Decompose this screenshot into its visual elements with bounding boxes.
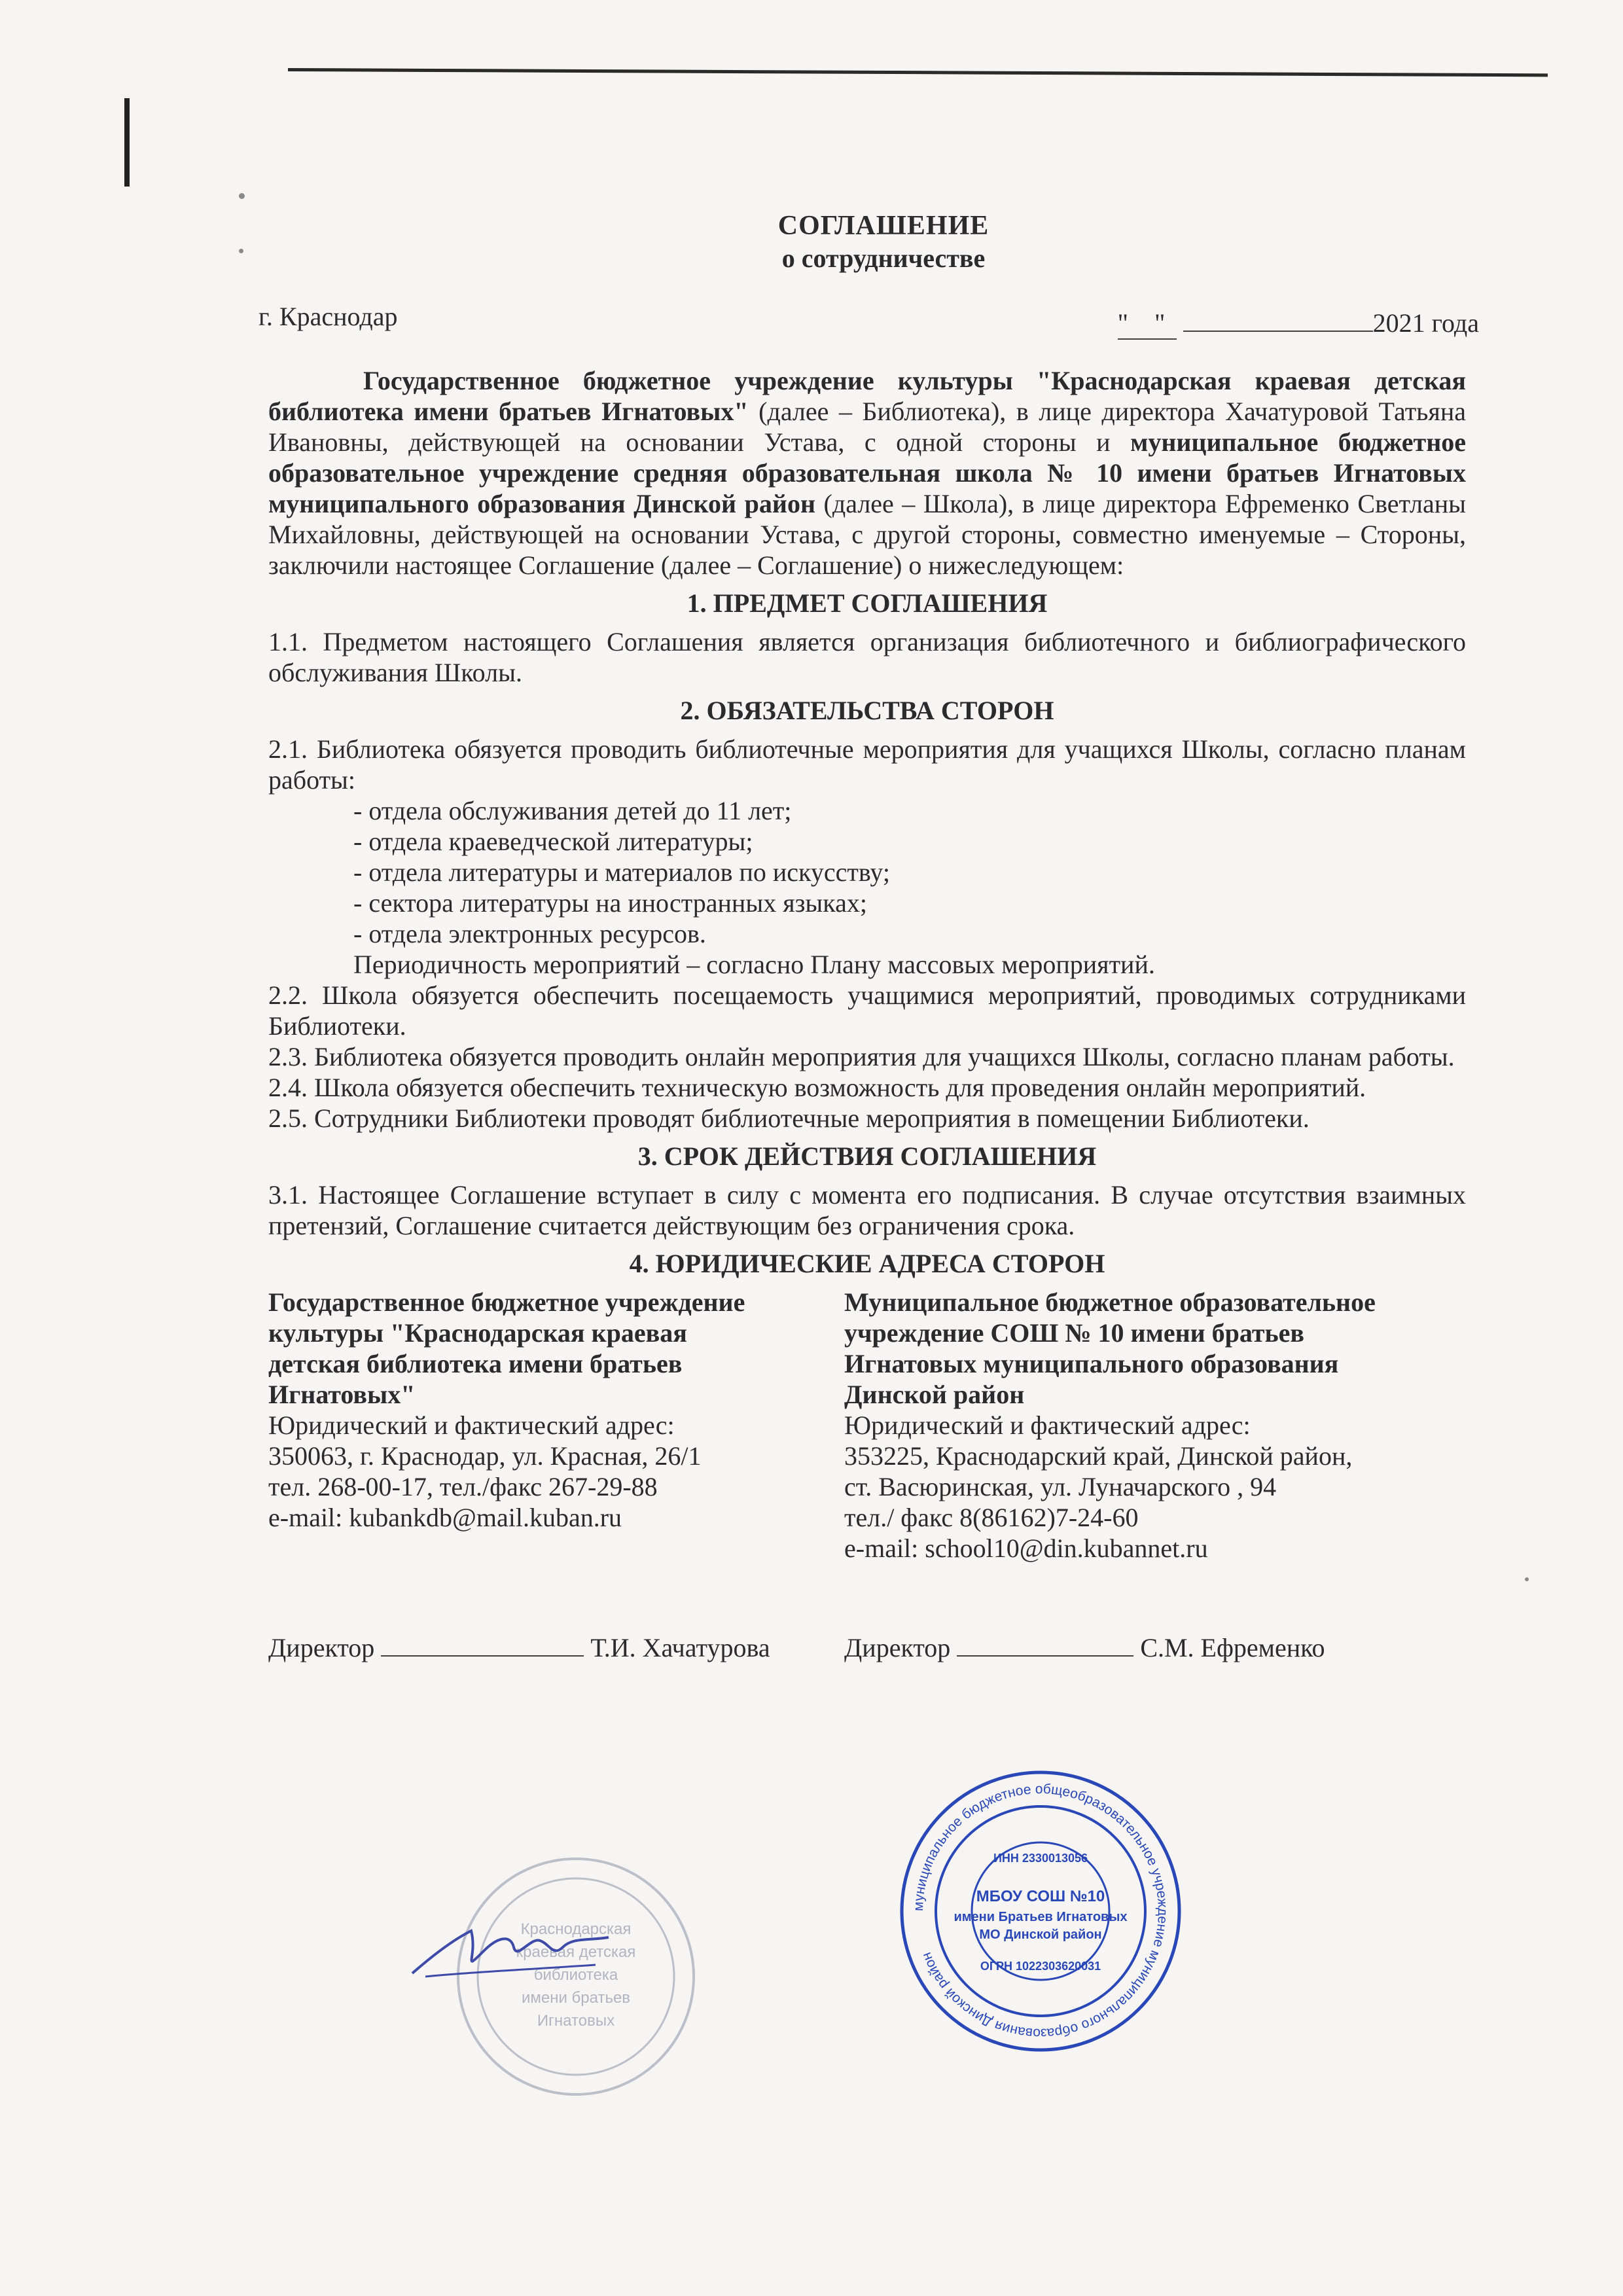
library-name-line: детская библиотека имени братьев <box>268 1349 683 1378</box>
party2-name: муниципальное бюджетное образовательное учреждение средняя образовательная школа № 10 имени братьев Игнатовых муниципального образования Динской район <box>268 427 1466 518</box>
school-sign-role: Директор <box>844 1633 951 1662</box>
clause-1-1: 1.1. Предметом настоящего Соглашения является организация библиотечного и библиографического обслуживания Школы. <box>268 627 1466 687</box>
stamp-text: Игнатовых <box>537 2012 615 2030</box>
clause-2-2: 2.2. Школа обязуется обеспечить посещаемость учащимися мероприятий, проводимых сотрудниками Библиотеки. <box>268 980 1466 1041</box>
stamp-inner-text: МБОУ СОШ №10 <box>976 1888 1105 1905</box>
section-2-heading: 2. ОБЯЗАТЕЛЬСТВА СТОРОН <box>680 696 1054 725</box>
library-address-label: Юридический и фактический адрес: <box>268 1410 675 1440</box>
clause-3-1: 3.1. Настоящее Соглашение вступает в силу с момента его подписания. В случае отсутствия взаимных претензий, Соглашение считается действующим без ограничения срока. <box>268 1180 1466 1240</box>
school-phone: тел./ факс 8(86162)7-24-60 <box>844 1503 1139 1532</box>
stamp-text: краевая детская <box>516 1943 636 1961</box>
school-name-line: Игнатовых муниципального образования <box>844 1349 1339 1378</box>
clause-2-5: 2.5. Сотрудники Библиотеки проводят библиотечные мероприятия в помещении Библиотеки. <box>268 1103 1310 1133</box>
quote-open: " <box>1117 308 1128 338</box>
school-signature-line <box>844 1632 1325 1663</box>
library-address: 350063, г. Краснодар, ул. Красная, 26/1 <box>268 1441 702 1471</box>
party-addresses <box>268 1287 1466 1564</box>
section-1-heading: 1. ПРЕДМЕТ СОГЛАШЕНИЯ <box>687 588 1048 618</box>
date-year: 2021 года <box>1372 308 1479 338</box>
list-item: - отдела электронных ресурсов. <box>353 919 706 948</box>
quote-close: " <box>1154 308 1166 338</box>
library-sign-role: Директор <box>268 1633 375 1662</box>
school-email: e-mail: school10@din.kubannet.ru <box>844 1534 1208 1563</box>
school-street: ст. Васюринская, ул. Луначарского , 94 <box>844 1472 1277 1501</box>
list-item: - сектора литературы на иностранных языках; <box>353 888 867 918</box>
stamp-text: Краснодарская <box>520 1920 632 1938</box>
party1-name: Государственное бюджетное учреждение культуры "Краснодарская краевая детская библиотека имени братьев Игнатовых" <box>268 366 1466 426</box>
library-address-block <box>268 1287 844 1564</box>
stamp-text: имени братьев <box>521 1989 631 2007</box>
clause-2-1: 2.1. Библиотека обязуется проводить библиотечные мероприятия для учащихся Школы, согласно планам работы: <box>268 734 1466 795</box>
document-page <box>259 209 1479 1672</box>
library-name-line: Государственное бюджетное учреждение <box>268 1287 745 1317</box>
scan-speck <box>1525 1577 1529 1581</box>
list-item: - отдела литературы и материалов по искусству; <box>353 857 890 887</box>
party2-details: (далее – Школа), в лице директора Ефременко Светланы Михайловны, действующей на основании Устава, с другой стороны, совместно именуемые – Стороны, заключили настоящее Соглашение (далее – Соглашение) о нижеследующем: <box>268 489 1467 580</box>
school-address: 353225, Краснодарский край, Динской район, <box>844 1441 1353 1471</box>
periodicity: Периодичность мероприятий – согласно Плану массовых мероприятий. <box>353 950 1155 979</box>
doc-subtitle: о сотрудничестве <box>781 243 986 273</box>
city-date-line <box>259 301 1479 340</box>
library-email: e-mail: kubankdb@mail.kuban.ru <box>268 1503 622 1532</box>
director-signature <box>399 1911 622 1990</box>
scan-top-rule <box>288 68 1548 77</box>
school-stamp <box>897 1767 1185 2055</box>
stamp-inn: ИНН 2330013056 <box>993 1852 1088 1865</box>
signature-blank <box>957 1655 1133 1657</box>
list-item: - отдела обслуживания детей до 11 лет; <box>353 796 792 825</box>
city: г. Краснодар <box>259 302 398 331</box>
school-name-line: учреждение СОШ № 10 имени братьев <box>844 1318 1305 1348</box>
scan-speck <box>239 249 243 253</box>
library-name-line: Игнатовых" <box>268 1380 416 1409</box>
school-address-block <box>844 1287 1466 1564</box>
list-item: - отдела краеведческой литературы; <box>353 827 753 856</box>
date-day-blank <box>1118 308 1177 340</box>
scan-left-mark <box>124 98 130 187</box>
school-sign-name: С.М. Ефременко <box>1140 1633 1325 1662</box>
stamp-text: библиотека <box>533 1966 618 1984</box>
library-signature-line <box>268 1632 770 1663</box>
clause-2-3: 2.3. Библиотека обязуется проводить онлайн мероприятия для учащихся Школы, согласно планам работы. <box>268 1042 1455 1071</box>
school-name-line: Динской район <box>844 1380 1025 1409</box>
library-name-line: культуры "Краснодарская краевая <box>268 1318 687 1348</box>
signatures-row <box>268 1632 1466 1672</box>
department-list <box>353 795 1466 949</box>
stamp-outer-text: муниципальное бюджетное общеобразовательное учреждение муниципального образования Динской район <box>910 1781 1171 2041</box>
section-4-heading: 4. ЮРИДИЧЕСКИЕ АДРЕСА СТОРОН <box>629 1249 1105 1278</box>
signature-blank <box>381 1655 584 1657</box>
school-address-label: Юридический и фактический адрес: <box>844 1410 1251 1440</box>
preamble <box>268 365 1466 581</box>
section-3-heading: 3. СРОК ДЕЙСТВИЯ СОГЛАШЕНИЯ <box>637 1141 1097 1171</box>
stamp-inner-text: МО Динской район <box>979 1928 1102 1942</box>
party1-details: (далее – Библиотека), в лице директора Хачатуровой Татьяна Ивановны, действующей на основании Устава, с одной стороны и <box>268 397 1466 457</box>
library-sign-name: Т.И. Хачатурова <box>590 1633 770 1662</box>
doc-title: СОГЛАШЕНИЕ <box>777 211 990 241</box>
library-phone: тел. 268-00-17, тел./факс 267-29-88 <box>268 1472 658 1501</box>
date-month-blank <box>1183 331 1373 332</box>
stamp-ogrn: ОГРН 1022303620031 <box>980 1960 1101 1973</box>
stamp-inner-text: имени Братьев Игнатовых <box>954 1910 1128 1924</box>
clause-2-4: 2.4. Школа обязуется обеспечить техническую возможность для проведения онлайн мероприятий. <box>268 1073 1366 1102</box>
scan-speck <box>239 193 245 199</box>
date <box>1118 308 1479 340</box>
school-name-line: Муниципальное бюджетное образовательное <box>844 1287 1376 1317</box>
